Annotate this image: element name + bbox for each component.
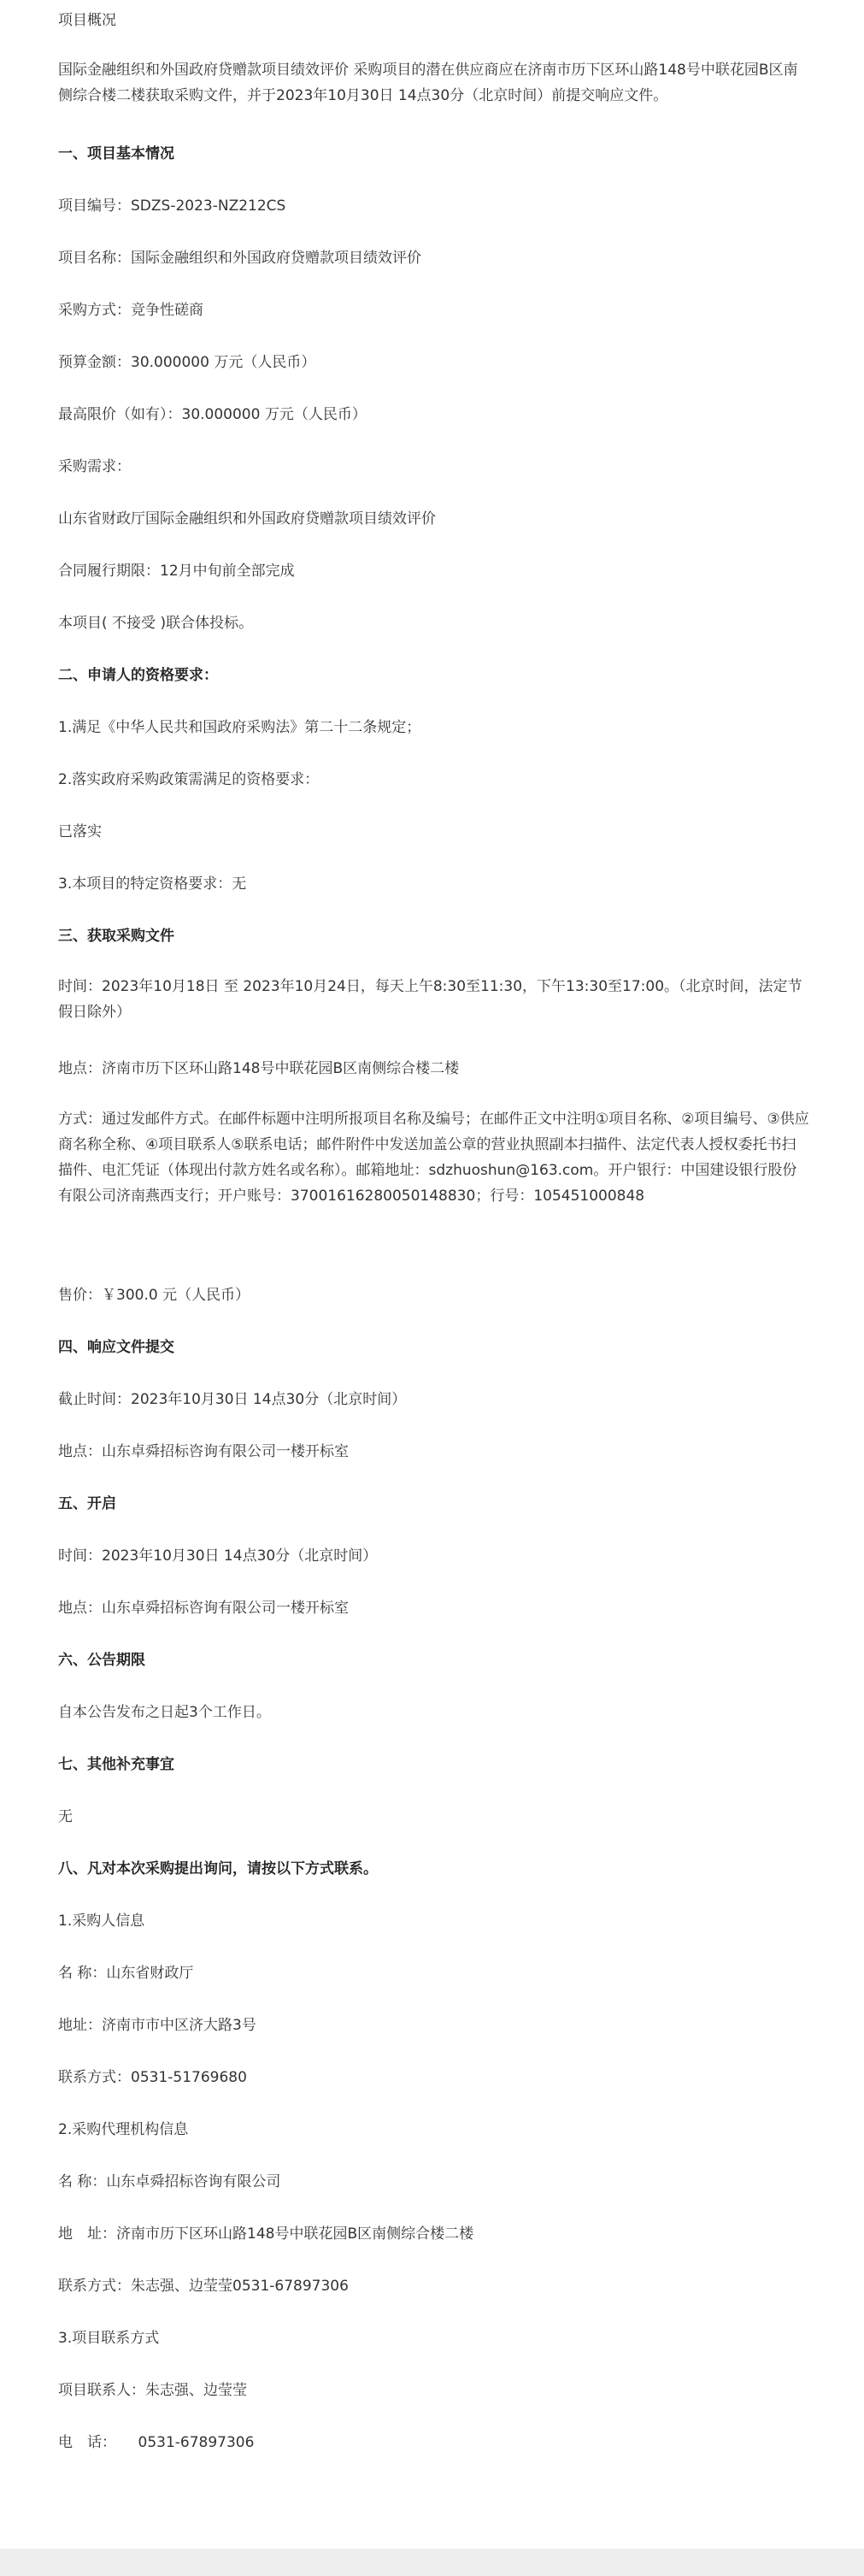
- section-3-heading: 三、获取采购文件: [58, 928, 174, 945]
- qualification-1: 1.满足《中华人民共和国政府采购法》第二十二条规定；: [58, 719, 421, 736]
- page-footer-bar: [0, 2549, 864, 2576]
- doc-acquisition-place: 地点：济南市历下区环山路148号中联花园B区南侧综合楼二楼: [58, 1060, 460, 1077]
- project-name: 项目名称：国际金融组织和外国政府贷赠款项目绩效评价: [58, 250, 421, 267]
- procurement-needs-label: 采购需求：: [58, 458, 131, 475]
- agency-address: 地 址：济南市历下区环山路148号中联花园B区南侧综合楼二楼: [58, 2225, 474, 2243]
- section-5-heading: 五、开启: [58, 1495, 116, 1512]
- qualification-3: 3.本项目的特定资格要求：无: [58, 875, 247, 893]
- submission-place: 地点：山东卓舜招标咨询有限公司一楼开标室: [58, 1443, 349, 1460]
- section-8-heading: 八、凡对本次采购提出询问，请按以下方式联系。: [58, 1860, 378, 1877]
- doc-acquisition-method: 方式：通过发邮件方式。在邮件标题中注明所报项目名称及编号；在邮件正文中注明①项目名称、②项目编号、③供应商名称全称、④项目联系人⑤联系电话；邮件附件中发送加盖公章的营业执照副本扫描件、法定代表人授权委托书扫描件、电汇凭证（体现出付款方姓名或名称）。邮箱地址：sdzhuoshun@163.com。开户银行：中国建设银行股份有限公司济南燕西支行；开户账号：37001616280050148830；行号：105451000848: [58, 1111, 809, 1205]
- opening-place: 地点：山东卓舜招标咨询有限公司一楼开标室: [58, 1600, 349, 1617]
- project-number: 项目编号：SDZS-2023-NZ212CS: [58, 197, 286, 215]
- procurement-method: 采购方式：竞争性磋商: [58, 302, 203, 319]
- project-contact-heading: 3.项目联系方式: [58, 2330, 160, 2347]
- qualification-2-answer: 已落实: [58, 823, 102, 840]
- purchaser-contact: 联系方式：0531-51769680: [58, 2069, 247, 2086]
- project-contact-person: 项目联系人：朱志强、边莹莹: [58, 2382, 247, 2399]
- purchaser-name: 名 称：山东省财政厅: [58, 1965, 194, 1982]
- section-overview-heading: 项目概况: [58, 12, 116, 29]
- qualification-2: 2.落实政府采购政策需满足的资格要求：: [58, 771, 320, 788]
- consortium-bid: 本项目( 不接受 )联合体投标。: [58, 615, 254, 632]
- section-7-heading: 七、其他补充事宜: [58, 1756, 174, 1773]
- purchaser-address: 地址：济南市市中区济大路3号: [58, 2017, 256, 2034]
- overview-paragraph: 国际金融组织和外国政府贷赠款项目绩效评价 采购项目的潜在供应商应在济南市历下区环山路148号中联花园B区南侧综合楼二楼获取采购文件，并于2023年10月30日 14点30分（北京时间）前提交响应文件。: [58, 62, 798, 104]
- section-4-heading: 四、响应文件提交: [58, 1339, 174, 1356]
- opening-time: 时间：2023年10月30日 14点30分（北京时间）: [58, 1547, 378, 1565]
- other-matters: 无: [58, 1808, 73, 1825]
- section-2-heading: 二、申请人的资格要求：: [58, 667, 218, 684]
- contract-period: 合同履行期限：12月中旬前全部完成: [58, 563, 295, 580]
- section-1-heading: 一、项目基本情况: [58, 145, 174, 162]
- agency-contact: 联系方式：朱志强、边莹莹0531-67897306: [58, 2278, 349, 2295]
- max-price: 最高限价（如有）：30.000000 万元（人民币）: [58, 406, 367, 423]
- doc-price: 售价：￥300.0 元（人民币）: [58, 1287, 250, 1304]
- project-contact-phone: 电 话： 0531-67897306: [58, 2434, 255, 2451]
- procurement-needs: 山东省财政厅国际金融组织和外国政府贷赠款项目绩效评价: [58, 510, 436, 528]
- agency-name: 名 称：山东卓舜招标咨询有限公司: [58, 2173, 281, 2190]
- purchaser-info-heading: 1.采购人信息: [58, 1913, 145, 1930]
- section-6-heading: 六、公告期限: [58, 1652, 145, 1669]
- agency-info-heading: 2.采购代理机构信息: [58, 2121, 189, 2138]
- budget-amount: 预算金额：30.000000 万元（人民币）: [58, 354, 316, 371]
- announcement-period: 自本公告发布之日起3个工作日。: [58, 1704, 271, 1721]
- submission-deadline: 截止时间：2023年10月30日 14点30分（北京时间）: [58, 1391, 407, 1408]
- doc-acquisition-time: 时间：2023年10月18日 至 2023年10月24日，每天上午8:30至11:30，下午13:30至17:00。（北京时间，法定节假日除外）: [58, 978, 802, 1021]
